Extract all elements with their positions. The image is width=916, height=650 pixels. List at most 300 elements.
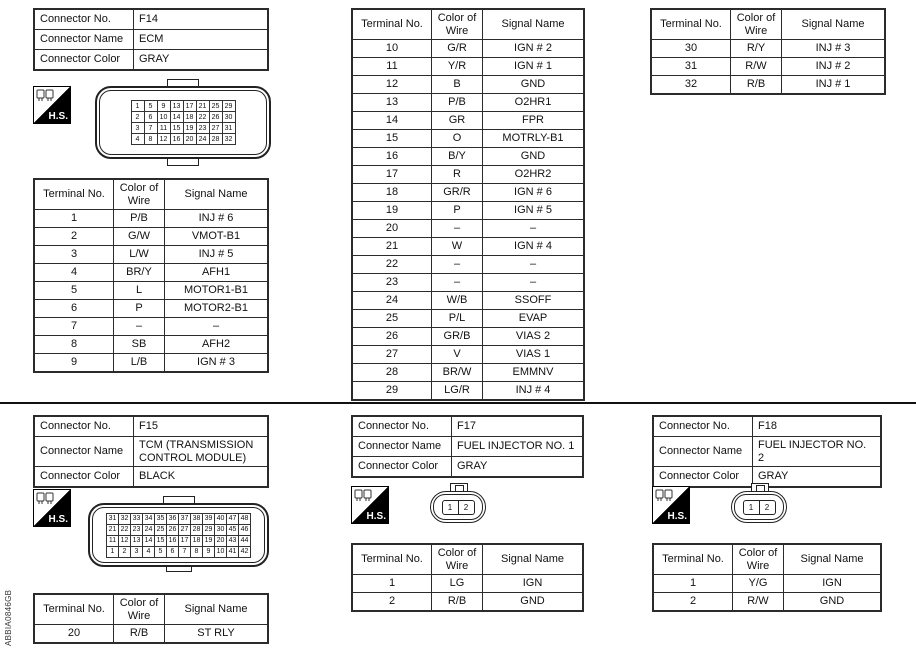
table-cell: 14: [170, 112, 183, 123]
table-cell: 27: [179, 524, 191, 535]
table-cell: P/L: [432, 310, 483, 328]
table-cell: 42: [239, 546, 251, 557]
table-cell: P/B: [432, 94, 483, 112]
table-cell: INJ # 6: [165, 210, 269, 228]
table-cell: 43: [227, 535, 239, 546]
table-cell: 20: [183, 134, 196, 145]
table-cell: GND: [483, 76, 585, 94]
table-cell: –: [483, 256, 585, 274]
table-cell: GR/R: [432, 184, 483, 202]
table-cell: 27: [352, 346, 432, 364]
figure-code: ABBIA0846GB: [4, 589, 13, 646]
table-row: [352, 94, 584, 112]
table-cell: 36: [167, 513, 179, 524]
col-signal-name: Signal Name: [483, 9, 585, 40]
table-row: [352, 238, 584, 256]
table-row: [34, 282, 268, 300]
table-cell: 16: [167, 535, 179, 546]
table-cell: 11: [157, 123, 170, 134]
table-row: [34, 437, 268, 467]
section-divider: [0, 402, 916, 404]
table-cell: 31: [651, 58, 731, 76]
table-cell: 21: [352, 238, 432, 256]
table-row: [352, 130, 584, 148]
table-cell: INJ # 1: [782, 76, 886, 95]
connector-body: [88, 503, 269, 567]
table-cell: 11: [352, 58, 432, 76]
table-cell: 40: [215, 513, 227, 524]
table-cell: 7: [34, 318, 114, 336]
table-cell: 19: [203, 535, 215, 546]
table-cell: G/R: [432, 40, 483, 58]
pin-grid: [106, 513, 251, 558]
table-cell: 7: [144, 123, 157, 134]
col-terminal-no: Terminal No.: [352, 544, 432, 575]
table-row: [651, 76, 885, 95]
col-color-of-wire: Color of Wire: [733, 544, 784, 575]
table-cell: SB: [114, 336, 165, 354]
pin-grid: [743, 500, 776, 515]
table-cell: 34: [143, 513, 155, 524]
table-row: [352, 76, 584, 94]
table-cell: 19: [352, 202, 432, 220]
table-cell: 6: [34, 300, 114, 318]
table-cell: R/B: [432, 593, 483, 612]
col-signal-name: Signal Name: [165, 179, 269, 210]
table-cell: 21: [107, 524, 119, 535]
table-cell: O2HR1: [483, 94, 585, 112]
table-cell: 4: [34, 264, 114, 282]
table-cell: FPR: [483, 112, 585, 130]
table-row: [653, 593, 881, 612]
table-cell: Connector Color: [352, 457, 452, 478]
table-cell: 1: [107, 546, 119, 557]
table-row: [352, 184, 584, 202]
table-row: [34, 50, 268, 71]
table-cell: 29: [222, 101, 235, 112]
f15-info-table: [33, 415, 269, 488]
table-row: [651, 58, 885, 76]
table-cell: 13: [131, 535, 143, 546]
table-cell: F14: [134, 9, 269, 30]
table-cell: 30: [222, 112, 235, 123]
col-terminal-no: Terminal No.: [653, 544, 733, 575]
table-cell: 24: [196, 134, 209, 145]
table-cell: B/Y: [432, 148, 483, 166]
table-cell: 17: [183, 101, 196, 112]
table-cell: R/Y: [731, 40, 782, 58]
table-cell: 45: [227, 524, 239, 535]
table-cell: 26: [209, 112, 222, 123]
pin-grid: [131, 100, 236, 145]
connector-body: [430, 491, 486, 523]
f18-connector-drawing: [731, 483, 789, 525]
table-cell: GR/B: [432, 328, 483, 346]
f18-info-table: [652, 415, 882, 488]
table-row: [34, 318, 268, 336]
table-row: [352, 274, 584, 292]
table-row: [352, 148, 584, 166]
table-cell: 30: [651, 40, 731, 58]
table-row: [131, 112, 235, 123]
table-cell: 15: [155, 535, 167, 546]
table-cell: 46: [239, 524, 251, 535]
table-cell: 15: [352, 130, 432, 148]
table-cell: 19: [183, 123, 196, 134]
table-cell: 9: [34, 354, 114, 373]
table-cell: –: [432, 256, 483, 274]
table-cell: 25: [352, 310, 432, 328]
table-cell: 29: [352, 382, 432, 401]
table-cell: 16: [352, 148, 432, 166]
table-cell: O2HR2: [483, 166, 585, 184]
table-cell: 2: [653, 593, 733, 612]
f14-terminal-table-10-29: [351, 8, 585, 401]
col-terminal-no: Terminal No.: [352, 9, 432, 40]
table-cell: 18: [191, 535, 203, 546]
f14-info-table: [33, 8, 269, 71]
table-cell: V: [432, 346, 483, 364]
f14-connector-drawing: [95, 79, 271, 166]
table-cell: 32: [222, 134, 235, 145]
table-cell: 9: [203, 546, 215, 557]
table-cell: W: [432, 238, 483, 256]
table-cell: 48: [239, 513, 251, 524]
table-cell: F17: [452, 416, 584, 437]
table-cell: GRAY: [452, 457, 584, 478]
table-cell: 21: [196, 101, 209, 112]
table-cell: 41: [227, 546, 239, 557]
pin-grid: [442, 500, 475, 515]
table-row: [352, 437, 583, 457]
table-cell: 17: [179, 535, 191, 546]
table-cell: 3: [131, 123, 144, 134]
table-row: [352, 593, 583, 612]
table-cell: 39: [203, 513, 215, 524]
table-row: [352, 328, 584, 346]
table-row: [352, 416, 583, 437]
table-cell: 14: [352, 112, 432, 130]
table-cell: IGN # 6: [483, 184, 585, 202]
f15-connector-drawing: [88, 496, 269, 572]
table-cell: 1: [34, 210, 114, 228]
table-cell: –: [432, 274, 483, 292]
table-cell: 3: [131, 546, 143, 557]
table-cell: 15: [170, 123, 183, 134]
table-row: [651, 40, 885, 58]
table-cell: BLACK: [134, 467, 269, 488]
hs-icon: [652, 486, 690, 524]
table-cell: 22: [352, 256, 432, 274]
table-cell: BR/Y: [114, 264, 165, 282]
table-row: [34, 625, 268, 644]
table-cell: 7: [179, 546, 191, 557]
table-cell: 31: [222, 123, 235, 134]
table-cell: 2: [352, 593, 432, 612]
table-row: [107, 535, 251, 546]
table-row: [352, 256, 584, 274]
table-cell: 27: [209, 123, 222, 134]
col-terminal-no: Terminal No.: [34, 594, 114, 625]
f18-terminal-table: [652, 543, 882, 612]
table-cell: Connector Color: [653, 467, 753, 488]
table-cell: Connector Name: [34, 437, 134, 467]
table-cell: –: [165, 318, 269, 336]
table-cell: 1: [131, 101, 144, 112]
table-cell: 10: [157, 112, 170, 123]
table-cell: Y/R: [432, 58, 483, 76]
table-cell: 23: [131, 524, 143, 535]
table-cell: ST RLY: [165, 625, 269, 644]
col-color-of-wire: Color of Wire: [432, 9, 483, 40]
table-cell: 32: [651, 76, 731, 95]
table-row: [34, 336, 268, 354]
table-row: [653, 437, 881, 467]
table-cell: 10: [352, 40, 432, 58]
table-cell: Connector No.: [352, 416, 452, 437]
table-cell: FUEL INJECTOR NO. 1: [452, 437, 584, 457]
col-signal-name: Signal Name: [782, 9, 886, 40]
table-row: [107, 524, 251, 535]
table-cell: GND: [483, 593, 584, 612]
table-cell: L/B: [114, 354, 165, 373]
col-color-of-wire: Color of Wire: [114, 179, 165, 210]
connector-glyph-icon: [36, 89, 55, 103]
table-cell: Connector Name: [34, 30, 134, 50]
table-cell: R/W: [733, 593, 784, 612]
hs-icon: [351, 486, 389, 524]
table-cell: 8: [191, 546, 203, 557]
table-row: [131, 101, 235, 112]
table-cell: 18: [183, 112, 196, 123]
table-cell: 20: [352, 220, 432, 238]
table-row: [107, 513, 251, 524]
table-row: [34, 354, 268, 373]
table-cell: 13: [352, 94, 432, 112]
table-row: [352, 202, 584, 220]
connector-body: [731, 491, 787, 523]
hs-label: H.S.: [366, 511, 386, 522]
table-cell: G/W: [114, 228, 165, 246]
table-row: [34, 246, 268, 264]
table-cell: 4: [143, 546, 155, 557]
table-cell: 28: [352, 364, 432, 382]
table-cell: L: [114, 282, 165, 300]
table-cell: 2: [119, 546, 131, 557]
table-cell: P/B: [114, 210, 165, 228]
col-color-of-wire: Color of Wire: [432, 544, 483, 575]
table-cell: 3: [34, 246, 114, 264]
f14-terminal-table-30-32: [650, 8, 886, 95]
table-cell: 28: [191, 524, 203, 535]
table-cell: –: [483, 220, 585, 238]
table-cell: 22: [119, 524, 131, 535]
table-cell: 47: [227, 513, 239, 524]
col-terminal-no: Terminal No.: [651, 9, 731, 40]
table-row: [352, 310, 584, 328]
table-cell: P: [432, 202, 483, 220]
table-row: [352, 346, 584, 364]
table-cell: 8: [144, 134, 157, 145]
table-row: [352, 58, 584, 76]
table-cell: GND: [784, 593, 882, 612]
table-cell: 20: [215, 535, 227, 546]
table-row: [107, 546, 251, 557]
table-cell: Connector No.: [34, 9, 134, 30]
table-cell: –: [432, 220, 483, 238]
table-cell: 2: [131, 112, 144, 123]
col-terminal-no: Terminal No.: [34, 179, 114, 210]
hs-icon: [33, 489, 71, 527]
table-cell: BR/W: [432, 364, 483, 382]
table-cell: 5: [144, 101, 157, 112]
f17-connector-drawing: [430, 483, 488, 525]
table-cell: EMMNV: [483, 364, 585, 382]
table-cell: 16: [170, 134, 183, 145]
table-cell: 10: [215, 546, 227, 557]
table-cell: 28: [209, 134, 222, 145]
connector-body: [95, 86, 271, 159]
table-cell: 20: [34, 625, 114, 644]
table-row: [352, 112, 584, 130]
table-cell: AFH1: [165, 264, 269, 282]
hs-icon: [33, 86, 71, 124]
hs-label: H.S.: [48, 111, 68, 122]
f17-terminal-table: [351, 543, 584, 612]
table-cell: TCM (TRANSMISSION CONTROL MODULE): [134, 437, 269, 467]
f15-terminal-table: [33, 593, 269, 644]
table-cell: VIAS 2: [483, 328, 585, 346]
table-cell: LG: [432, 575, 483, 593]
table-cell: 11: [107, 535, 119, 546]
table-cell: 37: [179, 513, 191, 524]
table-cell: IGN # 5: [483, 202, 585, 220]
table-row: [653, 575, 881, 593]
table-cell: 30: [215, 524, 227, 535]
pin-2: 2: [458, 501, 474, 514]
table-cell: 35: [155, 513, 167, 524]
pin-1: 1: [748, 502, 754, 512]
table-row: [34, 467, 268, 488]
table-row: [34, 300, 268, 318]
table-cell: MOTOR1-B1: [165, 282, 269, 300]
table-cell: Y/G: [733, 575, 784, 593]
table-cell: Connector Name: [653, 437, 753, 467]
table-cell: IGN: [784, 575, 882, 593]
table-row: [352, 457, 583, 478]
table-row: [34, 9, 268, 30]
table-cell: 23: [352, 274, 432, 292]
table-cell: 14: [143, 535, 155, 546]
table-cell: 23: [196, 123, 209, 134]
table-row: [352, 220, 584, 238]
f17-info-table: [351, 415, 584, 478]
col-signal-name: Signal Name: [784, 544, 882, 575]
table-cell: GRAY: [753, 467, 882, 488]
hs-label: H.S.: [48, 514, 68, 525]
table-cell: 6: [144, 112, 157, 123]
table-cell: O: [432, 130, 483, 148]
table-cell: IGN # 3: [165, 354, 269, 373]
connector-glyph-icon: [655, 489, 674, 503]
table-cell: 5: [34, 282, 114, 300]
table-cell: Connector No.: [653, 416, 753, 437]
connector-glyph-icon: [354, 489, 373, 503]
table-row: [352, 292, 584, 310]
table-cell: 24: [352, 292, 432, 310]
table-cell: 12: [352, 76, 432, 94]
table-cell: 18: [352, 184, 432, 202]
table-cell: IGN # 4: [483, 238, 585, 256]
table-row: [131, 123, 235, 134]
table-cell: 24: [143, 524, 155, 535]
table-cell: 22: [196, 112, 209, 123]
table-cell: R/B: [114, 625, 165, 644]
table-cell: INJ # 3: [782, 40, 886, 58]
table-cell: 17: [352, 166, 432, 184]
table-row: [352, 166, 584, 184]
table-cell: Connector Color: [34, 467, 134, 488]
table-cell: 8: [34, 336, 114, 354]
table-cell: LG/R: [432, 382, 483, 401]
table-cell: GND: [483, 148, 585, 166]
table-cell: 32: [119, 513, 131, 524]
table-cell: MOTRLY-B1: [483, 130, 585, 148]
table-cell: 31: [107, 513, 119, 524]
table-cell: GRAY: [134, 50, 269, 71]
pin-1: 1: [447, 502, 453, 512]
table-cell: VIAS 1: [483, 346, 585, 364]
table-cell: SSOFF: [483, 292, 585, 310]
table-cell: INJ # 4: [483, 382, 585, 401]
table-cell: 38: [191, 513, 203, 524]
table-cell: VMOT-B1: [165, 228, 269, 246]
table-cell: B: [432, 76, 483, 94]
table-cell: Connector Color: [34, 50, 134, 71]
table-row: [131, 134, 235, 145]
table-cell: Connector No.: [34, 416, 134, 437]
table-cell: W/B: [432, 292, 483, 310]
table-cell: 12: [119, 535, 131, 546]
table-cell: 1: [653, 575, 733, 593]
table-cell: 26: [167, 524, 179, 535]
f14-terminal-table-1-9: [33, 178, 269, 373]
table-row: [352, 40, 584, 58]
table-cell: 26: [352, 328, 432, 346]
table-row: [34, 264, 268, 282]
table-cell: INJ # 5: [165, 246, 269, 264]
table-cell: 29: [203, 524, 215, 535]
table-cell: F18: [753, 416, 882, 437]
table-cell: –: [483, 274, 585, 292]
table-row: [352, 364, 584, 382]
table-cell: R/B: [731, 76, 782, 95]
table-row: [34, 210, 268, 228]
table-cell: 5: [155, 546, 167, 557]
table-cell: 44: [239, 535, 251, 546]
hs-label: H.S.: [667, 511, 687, 522]
table-cell: R: [432, 166, 483, 184]
pin-2: 2: [759, 501, 775, 514]
table-cell: R/W: [731, 58, 782, 76]
table-row: [352, 575, 583, 593]
table-cell: –: [114, 318, 165, 336]
table-cell: 6: [167, 546, 179, 557]
table-cell: ECM: [134, 30, 269, 50]
table-cell: IGN # 2: [483, 40, 585, 58]
table-row: [34, 30, 268, 50]
table-cell: INJ # 2: [782, 58, 886, 76]
